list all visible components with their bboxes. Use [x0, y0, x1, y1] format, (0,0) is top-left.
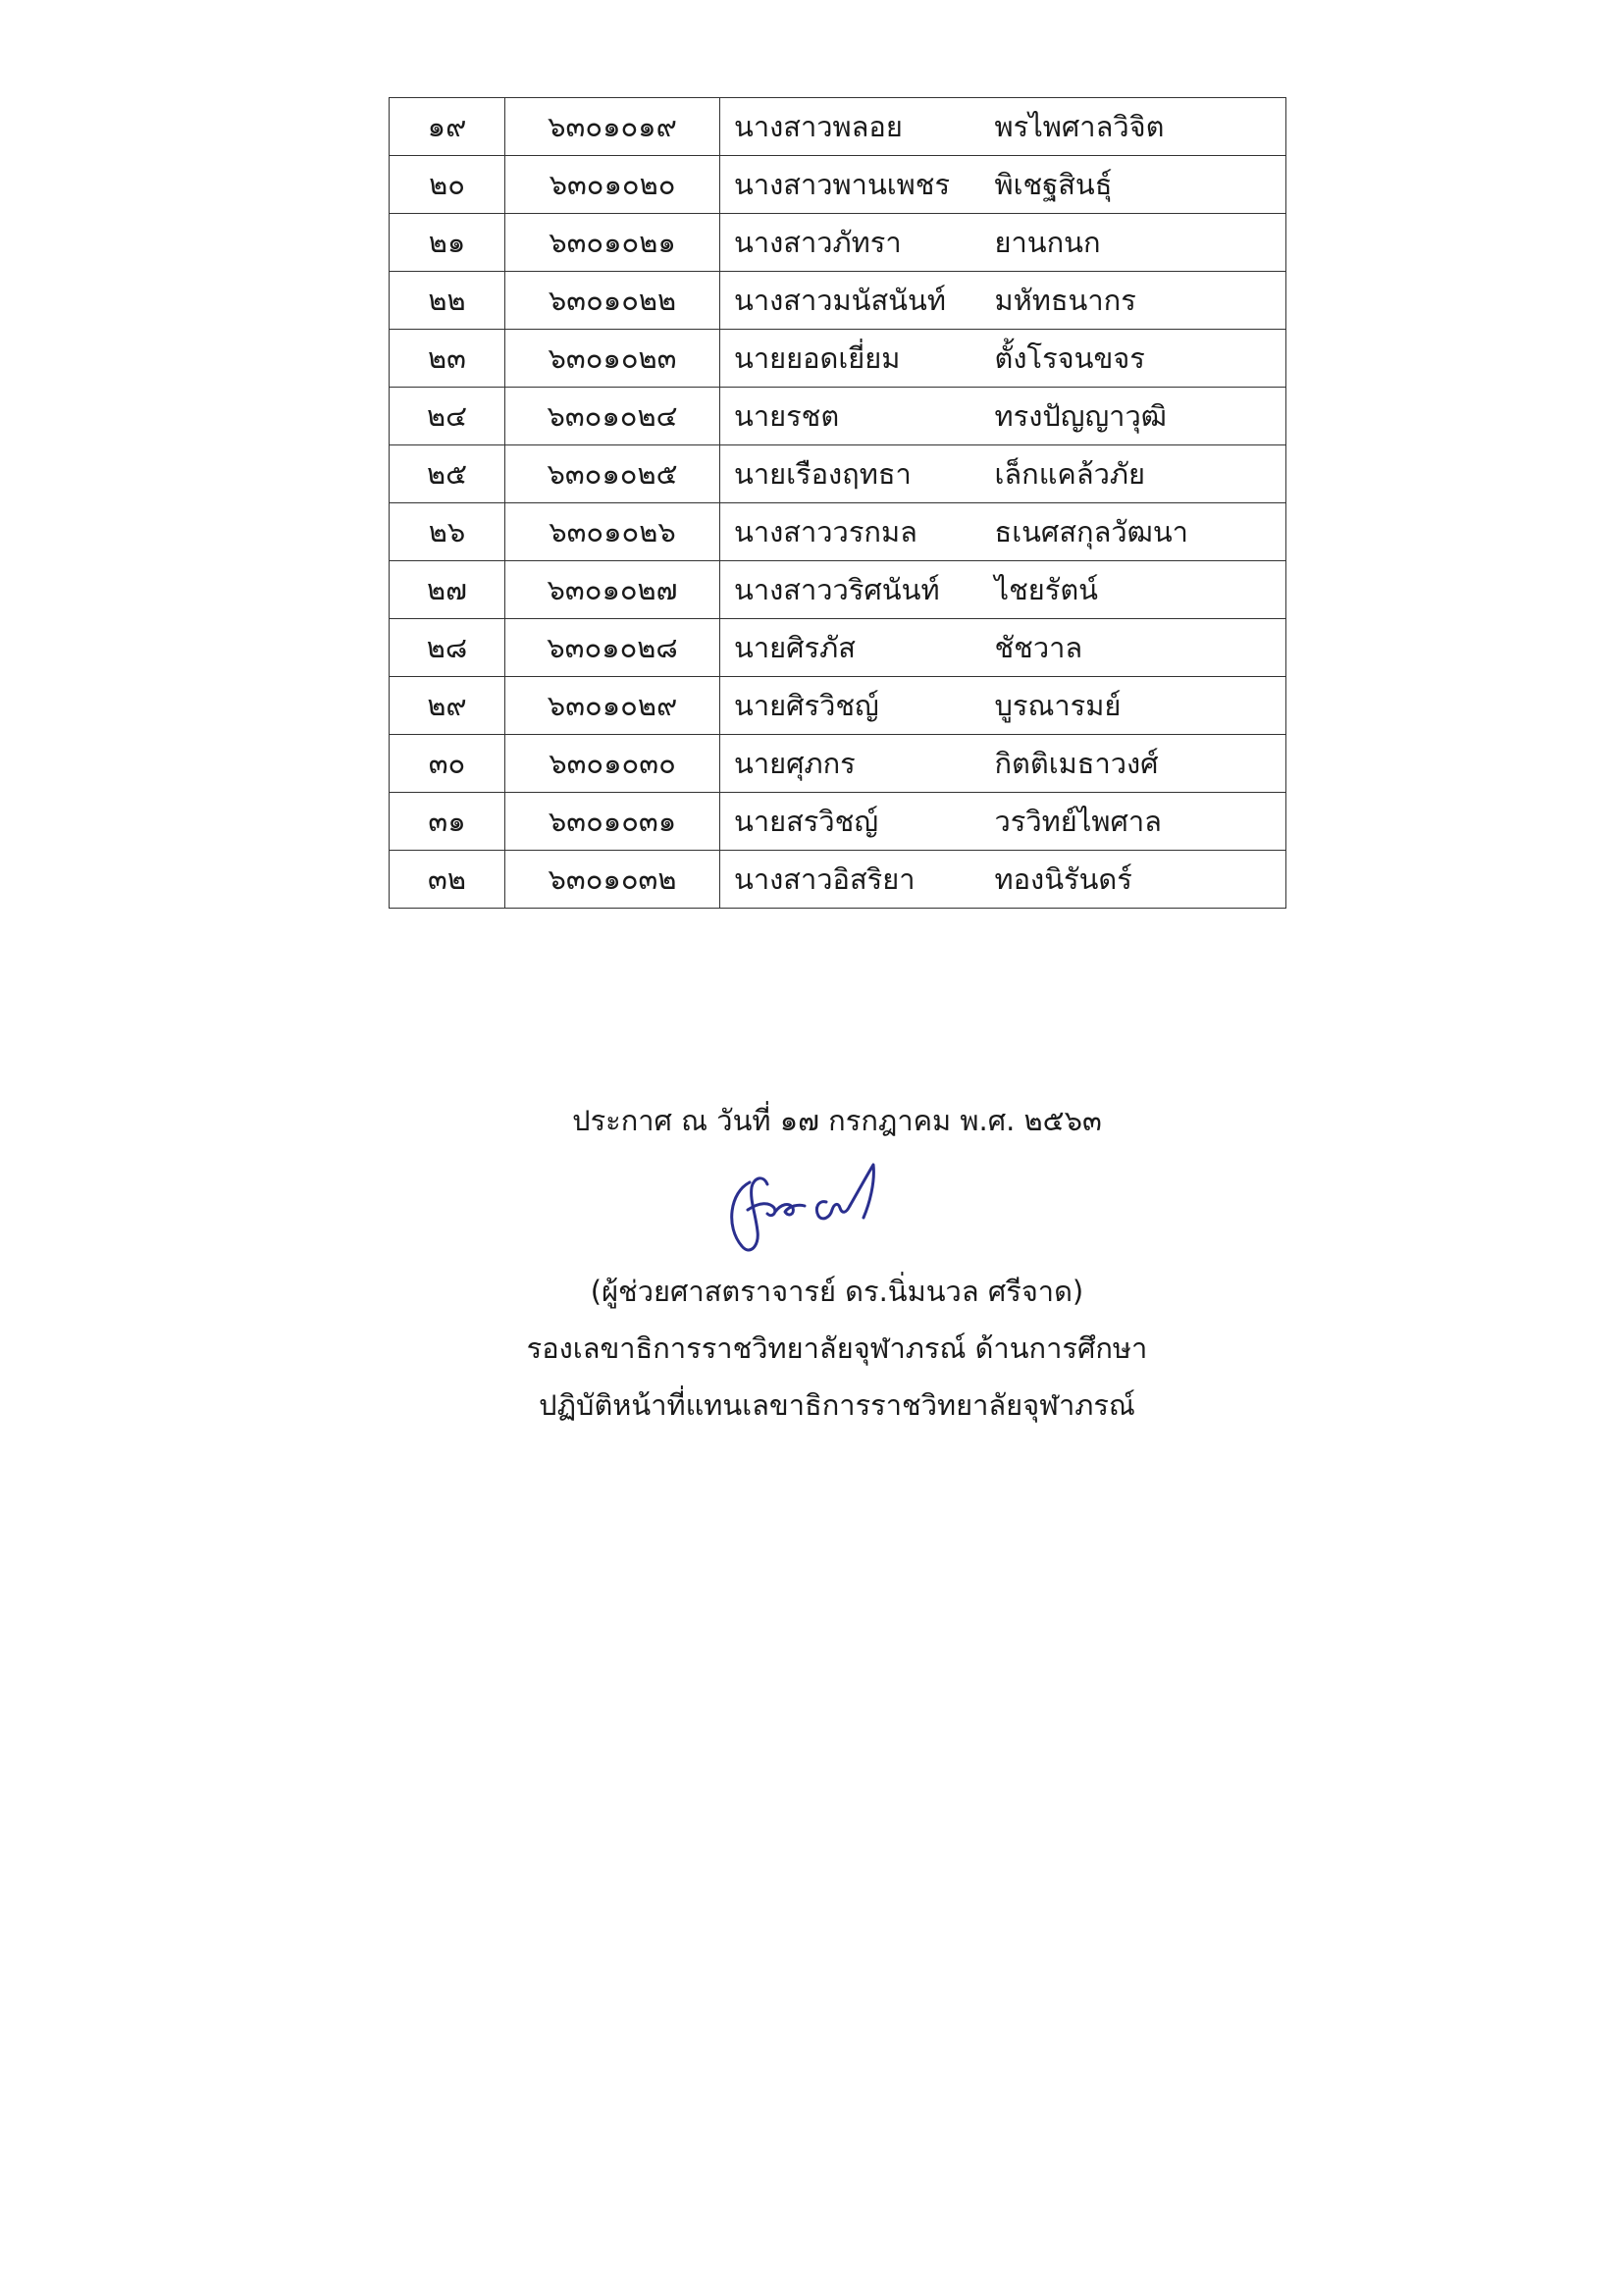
student-first-name: นางสาวอิสริยา: [720, 851, 991, 909]
student-id: ๖๓๐๑๐๒๒: [505, 272, 720, 330]
student-last-name: เล็กแคล้วภัย: [991, 445, 1286, 503]
roster-body: [390, 98, 1286, 909]
student-id: ๖๓๐๑๐๓๒: [505, 851, 720, 909]
table-row: [390, 619, 1286, 677]
student-last-name: ชัชวาล: [991, 619, 1286, 677]
row-number: ๒๘: [390, 619, 505, 677]
student-last-name: ทองนิรันดร์: [991, 851, 1286, 909]
signer-position-primary: รองเลขาธิการราชวิทยาลัยจุฬาภรณ์ ด้านการศึกษา: [526, 1331, 1148, 1365]
student-first-name: นายรชต: [720, 388, 991, 445]
row-number: ๑๙: [390, 98, 505, 156]
row-number: ๒๒: [390, 272, 505, 330]
student-id: ๖๓๐๑๐๒๘: [505, 619, 720, 677]
student-last-name: มหัทธนากร: [991, 272, 1286, 330]
student-id: ๖๓๐๑๐๒๕: [505, 445, 720, 503]
student-first-name: นายเรืองฤทธา: [720, 445, 991, 503]
student-first-name: นายศุภกร: [720, 735, 991, 793]
student-first-name: นางสาวภัทรา: [720, 214, 991, 272]
student-last-name: ไชยรัตน์: [991, 561, 1286, 619]
student-first-name: นายสรวิชญ์: [720, 793, 991, 851]
table-row: [390, 214, 1286, 272]
student-first-name: นายยอดเยี่ยม: [720, 330, 991, 388]
row-number: ๒๗: [390, 561, 505, 619]
row-number: ๓๑: [390, 793, 505, 851]
student-last-name: บูรณารมย์: [991, 677, 1286, 735]
student-first-name: นางสาวมนัสนันท์: [720, 272, 991, 330]
table-row: [390, 735, 1286, 793]
student-id: ๖๓๐๑๐๒๓: [505, 330, 720, 388]
student-id: ๖๓๐๑๐๒๖: [505, 503, 720, 561]
student-roster-table: [389, 97, 1286, 909]
table-row: [390, 445, 1286, 503]
student-last-name: วรวิทย์ไพศาล: [991, 793, 1286, 851]
student-id: ๖๓๐๑๐๑๙: [505, 98, 720, 156]
student-last-name: ทรงปัญญาวุฒิ: [991, 388, 1286, 445]
row-number: ๒๔: [390, 388, 505, 445]
student-id: ๖๓๐๑๐๒๗: [505, 561, 720, 619]
row-number: ๒๑: [390, 214, 505, 272]
student-first-name: นางสาวพานเพชร: [720, 156, 991, 214]
table-row: [390, 561, 1286, 619]
table-row: [390, 98, 1286, 156]
row-number: ๓๐: [390, 735, 505, 793]
row-number: ๒๓: [390, 330, 505, 388]
student-id: ๖๓๐๑๐๒๐: [505, 156, 720, 214]
row-number: ๒๖: [390, 503, 505, 561]
student-first-name: นายศิรภัส: [720, 619, 991, 677]
student-last-name: ธเนศสกุลวัฒนา: [991, 503, 1286, 561]
table-row: [390, 272, 1286, 330]
student-last-name: พิเชฐสินธุ์: [991, 156, 1286, 214]
student-last-name: กิตติเมธาวงศ์: [991, 735, 1286, 793]
student-id: ๖๓๐๑๐๓๑: [505, 793, 720, 851]
student-last-name: พรไพศาลวิจิต: [991, 98, 1286, 156]
row-number: ๒๙: [390, 677, 505, 735]
student-last-name: ตั้งโรจนขจร: [991, 330, 1286, 388]
student-id: ๖๓๐๑๐๒๙: [505, 677, 720, 735]
row-number: ๒๐: [390, 156, 505, 214]
announcement-date: ประกาศ ณ วันที่ ๑๗ กรกฎาคม พ.ศ. ๒๕๖๓: [572, 1104, 1102, 1137]
table-row: [390, 851, 1286, 909]
signature-image: [720, 1153, 887, 1266]
signer-name: (ผู้ช่วยศาสตราจารย์ ดร.นิ่มนวล ศรีจาด): [590, 1275, 1084, 1308]
table-row: [390, 330, 1286, 388]
student-id: ๖๓๐๑๐๓๐: [505, 735, 720, 793]
student-first-name: นายศิรวิชญ์: [720, 677, 991, 735]
student-id: ๖๓๐๑๐๒๔: [505, 388, 720, 445]
student-id: ๖๓๐๑๐๒๑: [505, 214, 720, 272]
table-row: [390, 156, 1286, 214]
table-row: [390, 677, 1286, 735]
row-number: ๓๒: [390, 851, 505, 909]
student-first-name: นางสาววริศนันท์: [720, 561, 991, 619]
row-number: ๒๕: [390, 445, 505, 503]
signer-position-acting: ปฏิบัติหน้าที่แทนเลขาธิการราชวิทยาลัยจุฬาภรณ์: [539, 1388, 1135, 1422]
student-last-name: ยานกนก: [991, 214, 1286, 272]
student-first-name: นางสาวพลอย: [720, 98, 991, 156]
table-row: [390, 388, 1286, 445]
table-row: [390, 793, 1286, 851]
table-row: [390, 503, 1286, 561]
student-first-name: นางสาววรกมล: [720, 503, 991, 561]
